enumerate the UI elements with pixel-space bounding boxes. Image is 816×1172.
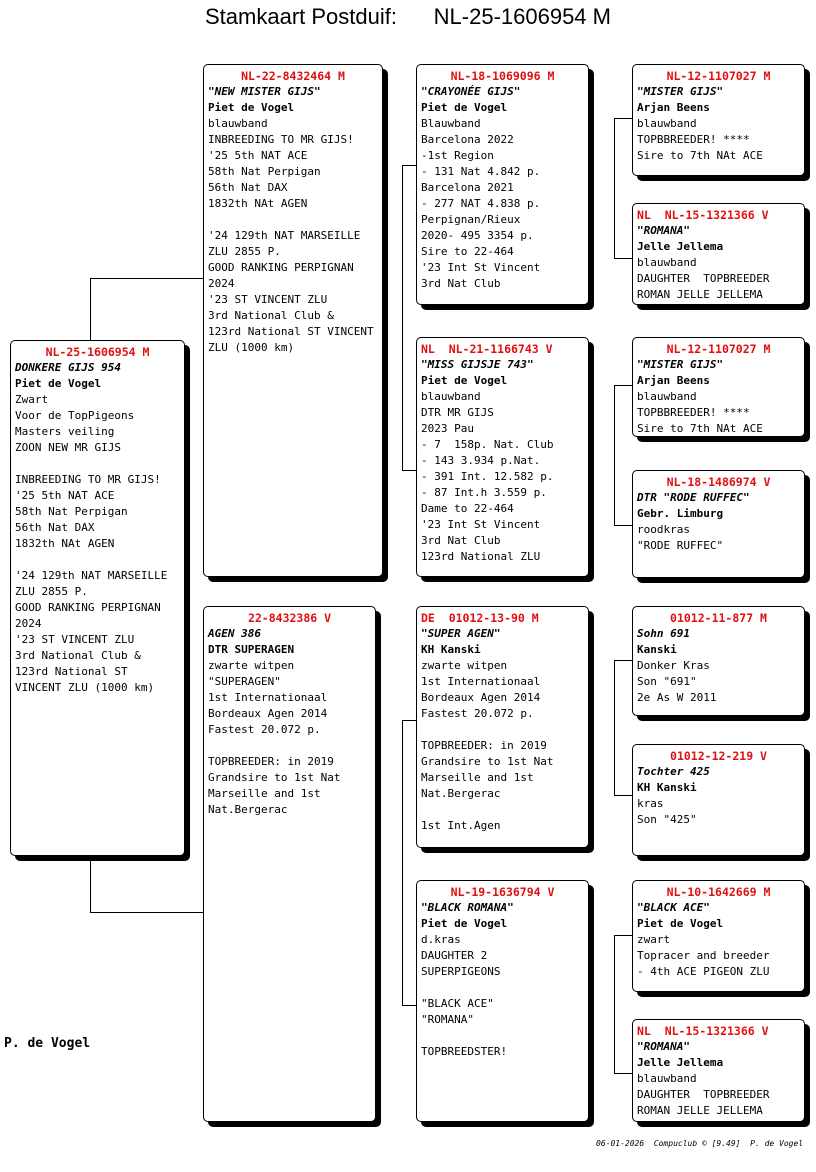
info-line: blauwband bbox=[637, 117, 697, 130]
info-line: ZOON NEW MR GIJS bbox=[15, 441, 121, 454]
info-line: '24 129th NAT MARSEILLE ZLU 2855 P. bbox=[15, 569, 174, 598]
info-line: 3rd National Club & bbox=[208, 309, 334, 322]
info-line: 58th Nat Perpigan bbox=[15, 505, 128, 518]
info-line: TOPBREEDSTER! bbox=[421, 1045, 508, 1058]
breeder-name: DTR SUPERAGEN bbox=[208, 643, 295, 656]
info-line: "SUPERAGEN" bbox=[208, 675, 281, 688]
pigeon-card-sire-sire[interactable] bbox=[416, 64, 589, 305]
pigeon-card-sire-sire-dam[interactable] bbox=[632, 203, 805, 305]
info-line: Nat.Bergerac bbox=[208, 803, 288, 816]
pigeon-card-sire[interactable] bbox=[203, 64, 383, 577]
connector bbox=[614, 660, 615, 795]
pigeon-name: "NEW MISTER GIJS" bbox=[208, 85, 321, 98]
info-line: - 391 Int. 12.582 p. bbox=[421, 470, 554, 483]
info-line: Son "425" bbox=[637, 813, 697, 826]
connector bbox=[614, 935, 633, 936]
pigeon-card-sire-sire-sire[interactable] bbox=[632, 64, 805, 176]
info-line bbox=[421, 802, 584, 818]
info-line: 1832th NAt AGEN bbox=[208, 197, 308, 210]
info-line: Fastest 20.072 p. bbox=[208, 723, 321, 736]
info-line: '25 5th NAT ACE bbox=[208, 149, 308, 162]
info-line: '23 ST VINCENT ZLU bbox=[15, 633, 135, 646]
info-line bbox=[421, 1028, 584, 1044]
ring-number: NL-25-1606954 M bbox=[45, 345, 150, 359]
connector bbox=[402, 720, 417, 721]
info-line: '25 5th NAT ACE bbox=[15, 489, 115, 502]
info-line: TOPBBREEDER! **** bbox=[637, 406, 750, 419]
info-line: blauwband bbox=[637, 390, 697, 403]
pigeon-card-dam-dam-sire[interactable] bbox=[632, 880, 805, 992]
connector bbox=[90, 278, 204, 279]
connector bbox=[614, 660, 633, 661]
breeder-name: KH Kanski bbox=[421, 643, 481, 656]
info-line: Dame to 22-464 bbox=[421, 502, 514, 515]
page-title: Stamkaart Postduif: NL-25-1606954 M bbox=[205, 4, 611, 29]
info-line: zwart bbox=[637, 933, 671, 946]
info-line: Blauwband bbox=[421, 117, 481, 130]
connector bbox=[90, 278, 91, 341]
info-line: zwarte witpen bbox=[208, 659, 295, 672]
info-line: zwarte witpen bbox=[421, 659, 508, 672]
info-line: TOPBREEDER: in 2019 bbox=[421, 739, 547, 752]
info-line: Sire to 22-464 bbox=[421, 245, 514, 258]
info-line: Bordeaux Agen 2014 bbox=[208, 707, 328, 720]
breeder-name: Kanski bbox=[637, 643, 677, 656]
info-line: 123rd National ST VINCENT ZLU (1000 km) bbox=[15, 665, 155, 694]
info-line: TOPBBREEDER! **** bbox=[637, 133, 750, 146]
info-line bbox=[421, 980, 584, 996]
pigeon-card-dam[interactable] bbox=[203, 606, 376, 1122]
info-line: '24 129th NAT MARSEILLE ZLU 2855 P. bbox=[208, 229, 367, 258]
info-line: INBREEDING TO MR GIJS! bbox=[15, 473, 161, 486]
info-line: Nat.Bergerac bbox=[421, 787, 501, 800]
info-line: DTR MR GIJS bbox=[421, 406, 494, 419]
info-line bbox=[15, 552, 180, 568]
pigeon-card-dam-sire[interactable] bbox=[416, 606, 589, 848]
footer-credit: 06-01-2026 Compuclub © [9.49] P. de Vogel bbox=[596, 1139, 804, 1148]
info-line: DAUGHTER TOPBREEDER bbox=[637, 1088, 770, 1101]
info-line: 3rd Nat Club bbox=[421, 277, 501, 290]
ring-number: 22-8432386 V bbox=[247, 611, 332, 625]
ring-number: NL NL-21-1166743 V bbox=[421, 342, 553, 356]
info-line: - 277 NAT 4.838 p. bbox=[421, 197, 541, 210]
info-line: blauwband bbox=[421, 390, 481, 403]
info-line: 123rd National ZLU bbox=[421, 550, 541, 563]
ring-number: NL-22-8432464 M bbox=[241, 69, 345, 83]
ring-number: NL NL-15-1321366 V bbox=[637, 1024, 769, 1038]
breeder-name: Piet de Vogel bbox=[15, 377, 102, 390]
connector bbox=[614, 385, 615, 525]
info-line: Donker Kras bbox=[637, 659, 710, 672]
pigeon-name: "CRAYONÉE GIJS" bbox=[421, 85, 521, 98]
info-line: Sire to 7th NAt ACE bbox=[637, 149, 763, 162]
connector bbox=[402, 470, 417, 471]
breeder-name: Jelle Jellema bbox=[637, 1056, 724, 1069]
info-line: Barcelona 2022 bbox=[421, 133, 514, 146]
pigeon-card-main[interactable] bbox=[10, 340, 185, 856]
connector bbox=[614, 525, 633, 526]
info-line: Bordeaux Agen 2014 bbox=[421, 691, 541, 704]
info-line: blauwband bbox=[208, 117, 268, 130]
info-line: 1st Internationaal bbox=[421, 675, 541, 688]
breeder-name: Arjan Beens bbox=[637, 374, 710, 387]
connector bbox=[614, 385, 633, 386]
breeder-name: Piet de Vogel bbox=[421, 917, 508, 930]
ring-number: NL-18-1486974 V bbox=[666, 475, 771, 489]
info-line: 58th Nat Perpigan bbox=[208, 165, 321, 178]
pigeon-name: Sohn 691 bbox=[637, 627, 690, 640]
info-line: Perpignan/Rieux bbox=[421, 213, 521, 226]
pigeon-card-dam-dam-dam[interactable] bbox=[632, 1019, 805, 1122]
breeder-name: Piet de Vogel bbox=[421, 101, 508, 114]
pigeon-name: "MISS GIJSJE 743" bbox=[421, 358, 534, 371]
info-line: 3rd National Club & bbox=[15, 649, 141, 662]
info-line: 2e As W 2011 bbox=[637, 691, 717, 704]
info-line: Marseille and 1st bbox=[208, 787, 321, 800]
pigeon-name: "MISTER GIJS" bbox=[637, 358, 724, 371]
connector bbox=[614, 118, 633, 119]
breeder-name: Piet de Vogel bbox=[637, 917, 724, 930]
breeder-name: Jelle Jellema bbox=[637, 240, 724, 253]
info-line: Marseille and 1st bbox=[421, 771, 534, 784]
connector bbox=[402, 720, 403, 1005]
info-line: 2023 Pau bbox=[421, 422, 474, 435]
info-line: GOOD RANKING PERPIGNAN 2024 bbox=[15, 601, 168, 630]
info-line: -1st Region bbox=[421, 149, 494, 162]
info-line: SUPERPIGEONS bbox=[421, 965, 501, 978]
info-line: Zwart bbox=[15, 393, 49, 406]
info-line: INBREEDING TO MR GIJS! bbox=[208, 133, 354, 146]
info-line: Grandsire to 1st Nat bbox=[208, 771, 341, 784]
info-line: Masters veiling bbox=[15, 425, 115, 438]
connector bbox=[90, 855, 91, 912]
pigeon-name: "BLACK ACE" bbox=[637, 901, 710, 914]
info-line: 1832th NAt AGEN bbox=[15, 537, 115, 550]
info-line: d.kras bbox=[421, 933, 461, 946]
info-line: TOPBREEDER: in 2019 bbox=[208, 755, 334, 768]
owner-name: P. de Vogel bbox=[4, 1036, 91, 1051]
pigeon-name: "SUPER AGEN" bbox=[421, 627, 501, 640]
info-line: - 131 Nat 4.842 p. bbox=[421, 165, 541, 178]
breeder-name: Piet de Vogel bbox=[208, 101, 295, 114]
info-line: DAUGHTER TOPBREEDER bbox=[637, 272, 770, 285]
info-line: Son "691" bbox=[637, 675, 697, 688]
ring-number: NL-18-1069096 M bbox=[450, 69, 555, 83]
connector bbox=[614, 795, 633, 796]
pigeon-card-dam-sire-sire[interactable] bbox=[632, 606, 805, 716]
pigeon-card-dam-sire-dam[interactable] bbox=[632, 744, 805, 856]
pigeon-card-sire-dam-dam[interactable] bbox=[632, 470, 805, 578]
breeder-name: Piet de Vogel bbox=[421, 374, 508, 387]
info-line: 1st Internationaal bbox=[208, 691, 328, 704]
pigeon-name: DTR "RODE RUFFEC" bbox=[637, 491, 750, 504]
info-line: 56th Nat DAX bbox=[15, 521, 95, 534]
connector bbox=[614, 935, 615, 1073]
breeder-name: KH Kanski bbox=[637, 781, 697, 794]
info-line: DAUGHTER 2 bbox=[421, 949, 488, 962]
info-line: Topracer and breeder bbox=[637, 949, 770, 962]
ring-number: DE 01012-13-90 M bbox=[421, 611, 539, 625]
info-line: Sire to 7th NAt ACE bbox=[637, 422, 763, 435]
info-line: kras bbox=[637, 797, 664, 810]
info-line: "BLACK ACE" bbox=[421, 997, 494, 1010]
info-line: '23 ST VINCENT ZLU bbox=[208, 293, 328, 306]
info-line: ROMAN JELLE JELLEMA bbox=[637, 1104, 763, 1117]
connector bbox=[402, 1005, 417, 1006]
info-line: 1st Int.Agen bbox=[421, 819, 501, 832]
pigeon-name: "MISTER GIJS" bbox=[637, 85, 724, 98]
pigeon-name: "BLACK ROMANA" bbox=[421, 901, 514, 914]
info-line: Barcelona 2021 bbox=[421, 181, 514, 194]
ring-number: 01012-11-877 M bbox=[670, 611, 767, 625]
breeder-name: Arjan Beens bbox=[637, 101, 710, 114]
info-line bbox=[15, 456, 180, 472]
connector bbox=[90, 912, 204, 913]
info-line: blauwband bbox=[637, 256, 697, 269]
info-line: - 143 3.934 p.Nat. bbox=[421, 454, 541, 467]
pigeon-name: AGEN 386 bbox=[208, 627, 261, 640]
info-line: - 7 158p. Nat. Club bbox=[421, 438, 554, 451]
info-line: Fastest 20.072 p. bbox=[421, 707, 534, 720]
info-line bbox=[208, 738, 371, 754]
info-line: Grandsire to 1st Nat bbox=[421, 755, 554, 768]
connector bbox=[614, 258, 633, 259]
info-line: 123rd National ST VINCENT ZLU (1000 km) bbox=[208, 325, 381, 354]
ring-number: NL-12-1107027 M bbox=[666, 342, 771, 356]
info-line: blauwband bbox=[637, 1072, 697, 1085]
info-line: 3rd Nat Club bbox=[421, 534, 501, 547]
info-line: ROMAN JELLE JELLEMA bbox=[637, 288, 763, 301]
info-line: Voor de TopPigeons bbox=[15, 409, 135, 422]
ring-number: 01012-12-219 V bbox=[670, 749, 767, 763]
info-line bbox=[208, 212, 378, 228]
pigeon-name: "ROMANA" bbox=[637, 1040, 690, 1053]
pigeon-card-sire-dam[interactable] bbox=[416, 337, 589, 577]
info-line: 56th Nat DAX bbox=[208, 181, 288, 194]
pigeon-card-dam-dam[interactable] bbox=[416, 880, 589, 1122]
info-line: 2020- 495 3354 p. bbox=[421, 229, 534, 242]
info-line bbox=[421, 722, 584, 738]
connector bbox=[402, 165, 403, 470]
pigeon-name: DONKERE GIJS 954 bbox=[15, 361, 121, 374]
ring-number: NL NL-15-1321366 V bbox=[637, 208, 769, 222]
pigeon-card-sire-dam-sire[interactable] bbox=[632, 337, 805, 437]
ring-number: NL-12-1107027 M bbox=[666, 69, 771, 83]
info-line: "ROMANA" bbox=[421, 1013, 474, 1026]
info-line: '23 Int St Vincent bbox=[421, 261, 541, 274]
info-line: roodkras bbox=[637, 523, 690, 536]
pigeon-name: Tochter 425 bbox=[637, 765, 710, 778]
connector bbox=[614, 1073, 633, 1074]
connector bbox=[614, 118, 615, 258]
ring-number: NL-19-1636794 V bbox=[450, 885, 555, 899]
ring-number: NL-10-1642669 M bbox=[666, 885, 771, 899]
info-line: "RODE RUFFEC" bbox=[637, 539, 724, 552]
pigeon-name: "ROMANA" bbox=[637, 224, 690, 237]
info-line: - 4th ACE PIGEON ZLU bbox=[637, 965, 770, 978]
connector bbox=[402, 165, 417, 166]
info-line: '23 Int St Vincent bbox=[421, 518, 541, 531]
info-line: - 87 Int.h 3.559 p. bbox=[421, 486, 547, 499]
info-line: GOOD RANKING PERPIGNAN 2024 bbox=[208, 261, 361, 290]
breeder-name: Gebr. Limburg bbox=[637, 507, 724, 520]
